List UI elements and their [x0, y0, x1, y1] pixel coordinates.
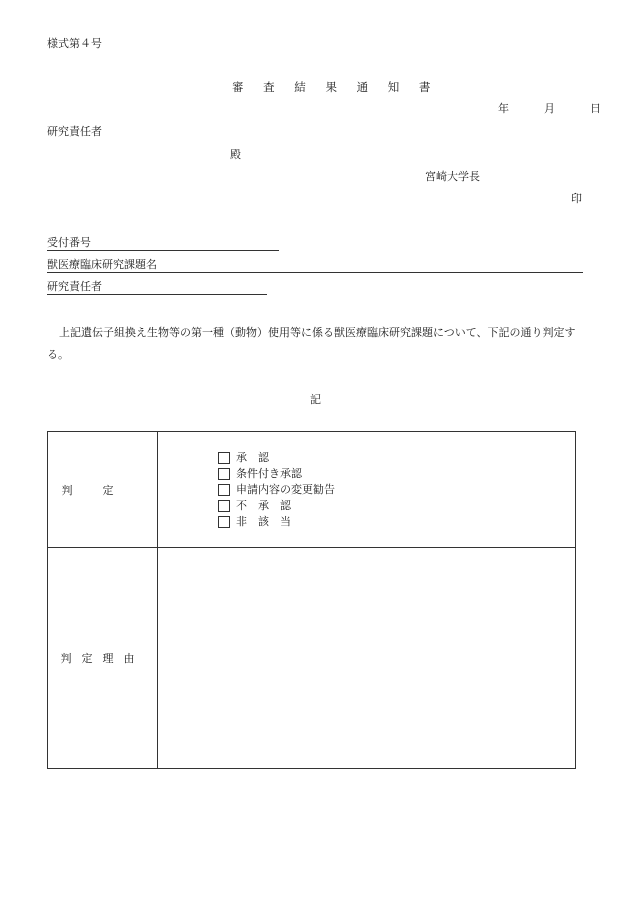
checkbox-icon[interactable]	[218, 516, 230, 528]
judgment-options	[158, 432, 576, 548]
judgment-table	[47, 431, 576, 769]
reason-content[interactable]	[158, 548, 576, 769]
receipt-number-field: 受付番号	[47, 236, 279, 251]
reason-label-cell	[48, 548, 158, 769]
option-label: 条件付き承認	[236, 466, 302, 480]
form-number: 様式第４号	[47, 37, 102, 50]
honorific: 殿	[230, 148, 241, 161]
option-conditional[interactable]	[218, 466, 575, 482]
option-reject[interactable]	[218, 498, 575, 514]
checkbox-icon[interactable]	[218, 452, 230, 464]
recipient-label: 研究責任者	[47, 125, 102, 138]
document-title: 審 査 結 果 通 知 書	[232, 80, 439, 94]
reason-label: 判定理由	[60, 652, 145, 665]
seal-mark: 印	[571, 192, 582, 205]
option-label: 承 認	[236, 450, 269, 464]
option-change-recommend[interactable]	[218, 482, 575, 498]
date-month: 月	[544, 102, 555, 115]
researcher-field: 研究責任者	[47, 280, 267, 295]
option-label: 不 承 認	[236, 498, 291, 512]
date-year: 年	[498, 102, 509, 115]
judgment-label: 判定	[61, 483, 144, 497]
checkbox-icon[interactable]	[218, 500, 230, 512]
date-line	[498, 102, 601, 116]
research-title-field: 獣医療臨床研究課題名	[47, 258, 583, 273]
date-day: 日	[590, 102, 601, 115]
body-paragraph: 上記遺伝子組換え生物等の第一種（動物）使用等に係る獣医療臨床研究課題について、下記の通り判定する。	[47, 326, 576, 361]
ki-heading: 記	[310, 393, 321, 406]
checkbox-icon[interactable]	[218, 484, 230, 496]
judgment-label-cell	[48, 432, 158, 548]
issuer: 宮崎大学長	[425, 170, 480, 183]
checkbox-icon[interactable]	[218, 468, 230, 480]
option-approve[interactable]	[218, 450, 575, 466]
option-label: 非 該 当	[236, 514, 291, 528]
option-label: 申請内容の変更勧告	[236, 482, 335, 496]
option-not-applicable[interactable]	[218, 514, 575, 530]
